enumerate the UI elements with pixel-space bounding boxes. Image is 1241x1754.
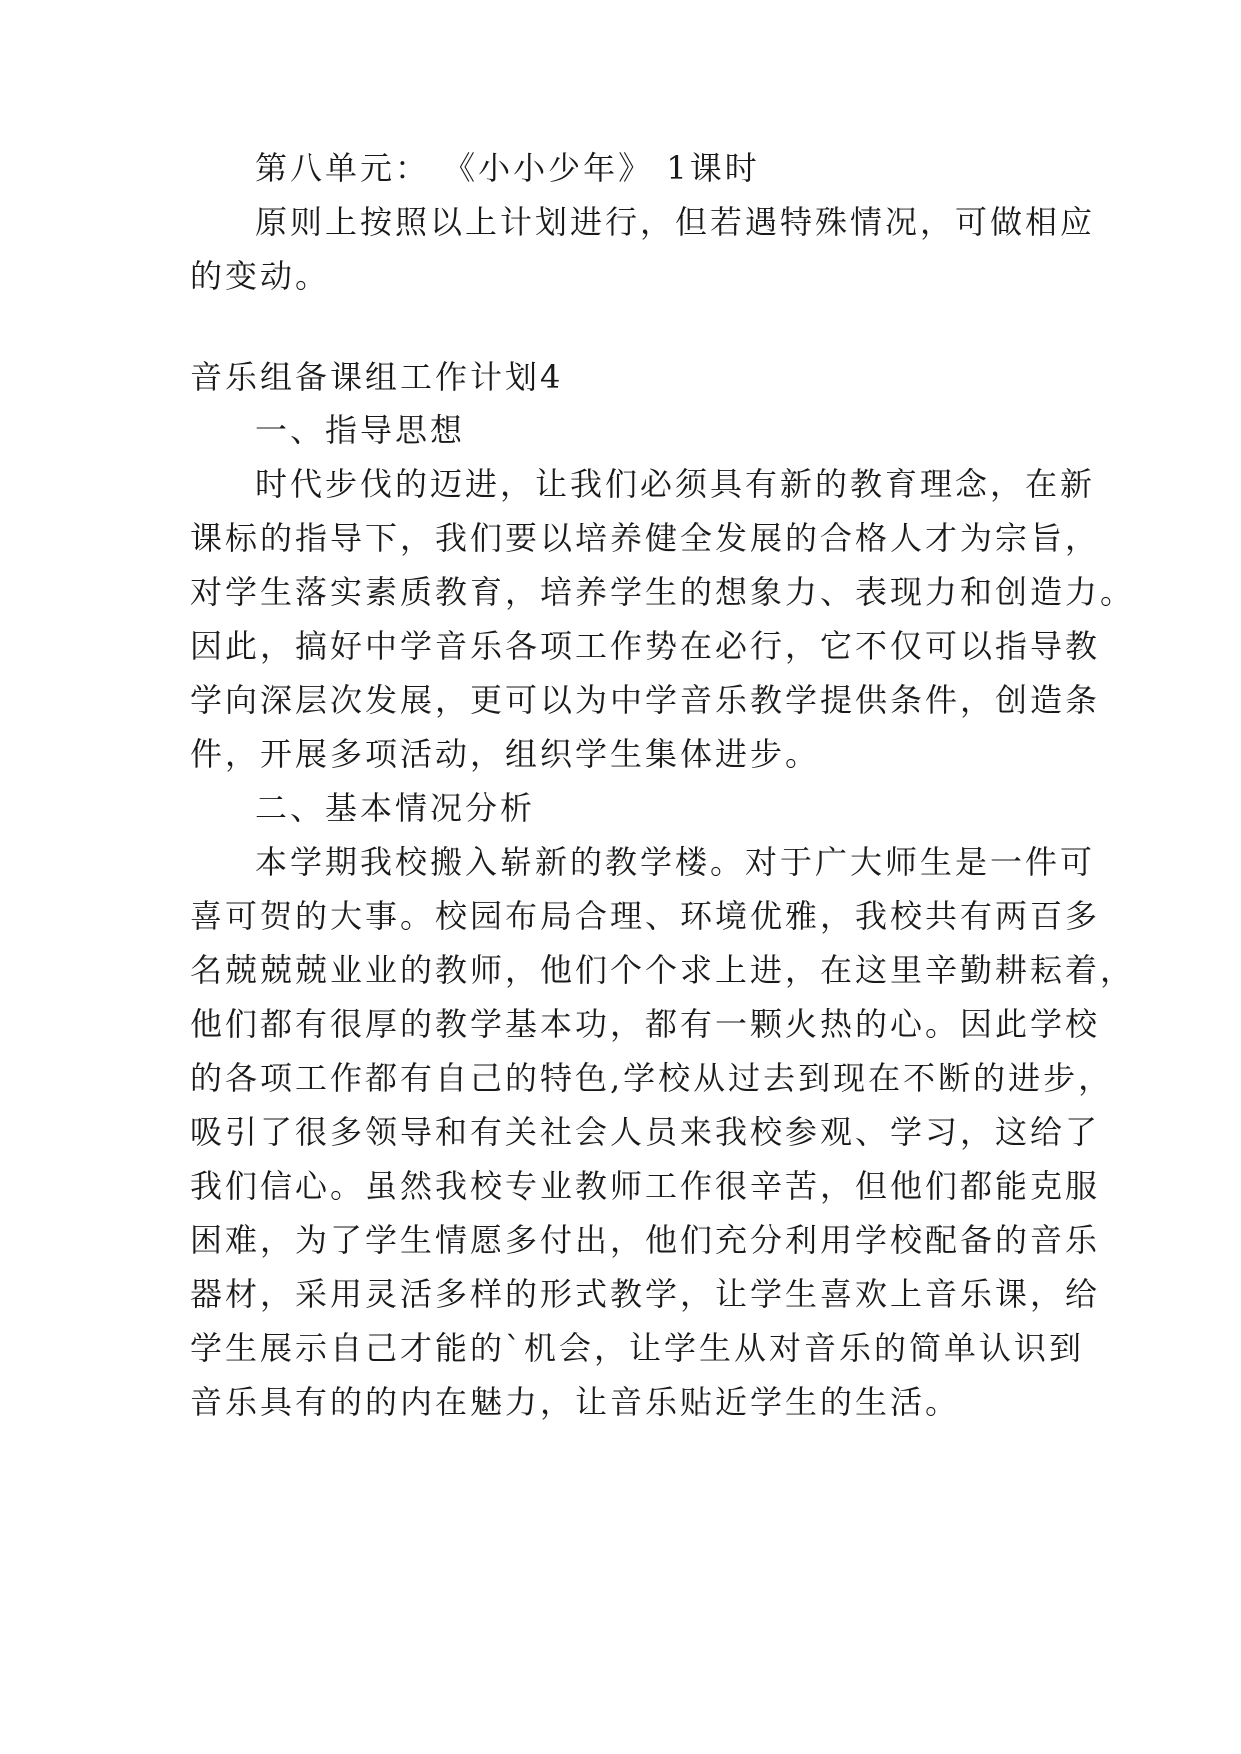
paragraph-line: 的变动。 bbox=[190, 257, 331, 295]
paragraph-line: 吸引了很多领导和有关社会人员来我校参观、学习，这给了 bbox=[190, 1113, 1101, 1151]
unit-eight-line: 第八单元： 《小小少年》 1课时 bbox=[255, 149, 760, 187]
paragraph-line: 课标的指导下，我们要以培养健全发展的合格人才为宗旨， bbox=[190, 519, 1101, 557]
section-heading: 一、指导思想 bbox=[255, 411, 466, 449]
paragraph-line: 音乐具有的的内在魅力，让音乐贴近学生的生活。 bbox=[190, 1383, 961, 1421]
paragraph-line: 对学生落实素质教育，培养学生的想象力、表现力和创造力。 bbox=[190, 573, 1136, 611]
paragraph-line: 因此，搞好中学音乐各项工作势在必行，它不仅可以指导教 bbox=[190, 627, 1101, 665]
paragraph-line: 的各项工作都有自己的特色,学校从过去到现在不断的进步， bbox=[190, 1059, 1114, 1097]
paragraph-line: 件，开展多项活动，组织学生集体进步。 bbox=[190, 735, 821, 773]
paragraph-line: 本学期我校搬入崭新的教学楼。对于广大师生是一件可 bbox=[255, 843, 1096, 881]
paragraph-line: 名兢兢兢业业的教师，他们个个求上进，在这里辛勤耕耘着， bbox=[190, 951, 1136, 989]
section-title: 音乐组备课组工作计划4 bbox=[190, 358, 564, 396]
paragraph-line: 时代步伐的迈进，让我们必须具有新的教育理念，在新 bbox=[255, 465, 1096, 503]
paragraph-line: 困难，为了学生情愿多付出，他们充分利用学校配备的音乐 bbox=[190, 1221, 1101, 1259]
paragraph-line: 器材，采用灵活多样的形式教学，让学生喜欢上音乐课，给 bbox=[190, 1275, 1101, 1313]
paragraph-line: 我们信心。虽然我校专业教师工作很辛苦，但他们都能克服 bbox=[190, 1167, 1101, 1205]
paragraph-line: 学生展示自己才能的`机会，让学生从对音乐的简单认识到 bbox=[190, 1329, 1085, 1367]
paragraph-line: 他们都有很厚的教学基本功，都有一颗火热的心。因此学校 bbox=[190, 1005, 1101, 1043]
section-heading: 二、基本情况分析 bbox=[255, 789, 536, 827]
paragraph-line: 学向深层次发展，更可以为中学音乐教学提供条件，创造条 bbox=[190, 681, 1101, 719]
paragraph-line: 喜可贺的大事。校园布局合理、环境优雅，我校共有两百多 bbox=[190, 897, 1101, 935]
paragraph-line: 原则上按照以上计划进行，但若遇特殊情况，可做相应 bbox=[255, 203, 1096, 241]
